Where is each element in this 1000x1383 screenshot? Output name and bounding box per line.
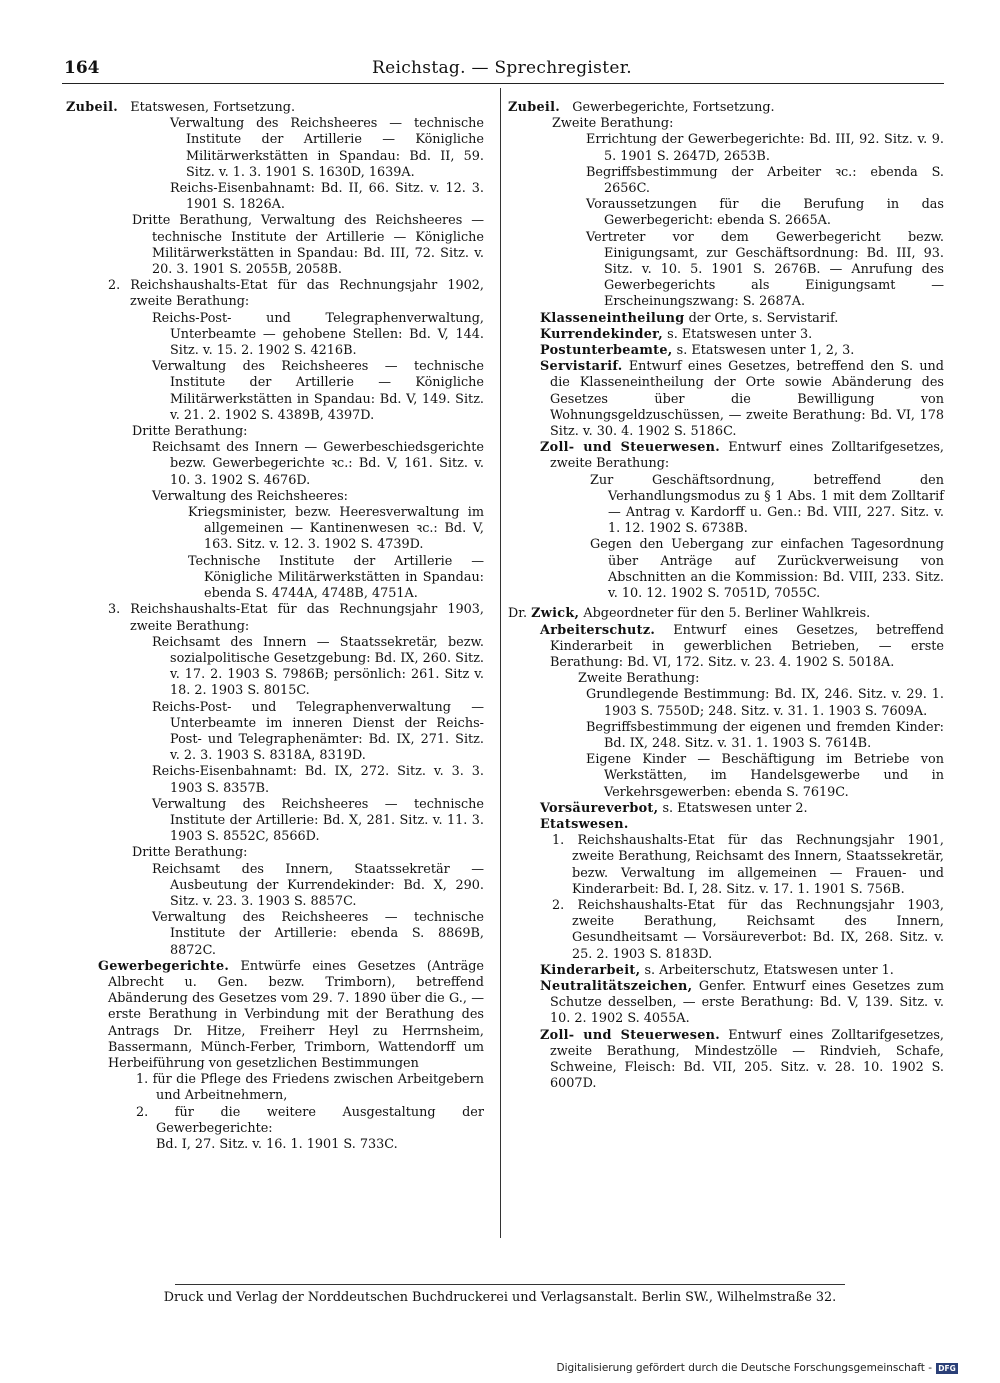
index-entry: Reichsamt des Innern, Staatssekretär — Ausbeutung der Kurrendekinder: Bd. X, 290. Sitz. v. 23. 3. 1903 S. 8857C. — [152, 861, 484, 909]
index-entry: Grundlegende Bestimmung: Bd. IX, 246. Sitz. v. 29. 1. 1903 S. 7550D; 248. Sitz. v. 31. 1. 1903 S. 7609A. — [586, 687, 944, 719]
keyword-entry-text: Entwurf eines Gesetzes, betreffend Kinderarbeit in gewerblichen Betrieben, — erste Berathung: Bd. VI, 172. Sitz. v. 23. 4. 1902 S. 5018A. — [550, 622, 944, 670]
keyword-entry — [66, 959, 484, 1072]
right-column — [508, 100, 944, 1092]
keyword: Zoll- und Steuerwesen. — [540, 440, 721, 456]
keyword: Etatswesen. — [540, 816, 629, 832]
index-entry: Reichs-Post- und Telegraphenverwaltung — Unterbeamte im inneren Dienst der Reichs-Post- und Telegraphenämter: Bd. IX, 271. Sitz. v. 2. 3. 1903 S. 8318A, 8319D. — [152, 699, 484, 764]
keyword: Arbeiterschutz. — [540, 622, 656, 638]
index-entry: 1. für die Pflege des Friedens zwischen Arbeitgebern und Arbeitnehmern, — [136, 1072, 484, 1104]
index-entry: Zweite Berathung: — [578, 671, 700, 687]
keyword-entry — [508, 311, 944, 327]
index-entry: Begriffsbestimmung der Arbeiter ꝛc.: ebenda S. 2656C. — [586, 164, 944, 197]
speaker-name: Zubeil. — [66, 100, 119, 115]
index-entry: 1. Reichshaushalts-Etat für das Rechnungsjahr 1901, zweite Berathung, Reichsamt des Innern, Staatssekretär, bezw. Verwaltung im allgemeinen — Frauen- und Kinderarbeit: Bd. I, 28. Sitz. v. 17. 1. 1901 S. 756B. — [552, 833, 944, 897]
entry-heading-text: Abgeordneter für den 5. Berliner Wahlkreis. — [583, 606, 871, 622]
index-entry: Voraussetzungen für die Berufung in das Gewerbegericht: ebenda S. 2665A. — [586, 197, 944, 229]
keyword: Neutralitätszeichen, — [540, 978, 693, 994]
entry-heading — [66, 100, 484, 116]
keyword: Zoll- und Steuerwesen. — [540, 1027, 721, 1043]
header-rule — [62, 83, 944, 84]
index-entry: Verwaltung des Reichsheeres: — [152, 488, 348, 504]
digitization-credit — [556, 1362, 958, 1374]
keyword-entry — [508, 440, 944, 472]
keyword-entry-text: Entwurf eines Zolltarifgesetzes, zweite Berathung, Mindestzölle — Rindvieh, Schafe, Schweine, Fleisch: Bd. VII, 205. Sitz. v. 28. 10. 1902 S. 6007D. — [550, 1027, 944, 1092]
page-header — [62, 58, 942, 80]
index-entry: Begriffsbestimmung der eigenen und fremden Kinder: Bd. IX, 248. Sitz. v. 31. 1. 1903 S. 7614B. — [586, 719, 944, 751]
index-entry: Dritte Berathung: — [132, 845, 248, 861]
index-entry: Bd. I, 27. Sitz. v. 16. 1. 1901 S. 733C. — [156, 1137, 398, 1152]
keyword-entry-text: s. Etatswesen unter 1, 2, 3. — [676, 343, 855, 359]
index-entry: Reichsamt des Innern — Staatssekretär, bezw. sozialpolitische Gesetzgebung: Bd. IX, 260. Sitz. v. 17. 2. 1903 S. 7986B; persönlich: 261. Sitz v. 18. 2. 1903 S. 8015C. — [152, 634, 484, 699]
running-head: Reichstag. — Sprechregister. — [372, 58, 632, 78]
index-entry: Kriegsminister, bezw. Heeresverwaltung im allgemeinen — Kantinenwesen ꝛc.: Bd. V, 163. Sitz. v. 12. 3. 1902 S. 4739D. — [188, 505, 484, 553]
index-entry: Dritte Berathung: — [132, 424, 248, 440]
index-entry: Gegen den Uebergang zur einfachen Tagesordnung über Anträge auf Zurückverweisung von Abschnitten an die Kommission: Bd. VIII, 233. Sitz. v. 10. 12. 1902 S. 7051D, 7055C. — [590, 537, 944, 602]
dfg-logo-icon: DFG — [936, 1363, 958, 1374]
keyword-entry — [508, 327, 944, 343]
index-entry: Zweite Berathung: — [552, 116, 674, 132]
left-column — [66, 100, 484, 1153]
speaker-name: Zubeil. — [508, 100, 561, 115]
index-entry: Reichs-Eisenbahnamt: Bd. II, 66. Sitz. v. 12. 3. 1901 S. 1826A. — [170, 181, 484, 213]
keyword-entry — [508, 979, 944, 1028]
index-entry: Reichs-Post- und Telegraphenverwaltung, Unterbeamte — gehobene Stellen: Bd. V, 144. Sitz. v. 15. 2. 1902 S. 4216B. — [152, 310, 484, 359]
keyword-entry — [508, 359, 944, 440]
index-entry: Eigene Kinder — Beschäftigung im Betriebe von Werkstätten, im Handelsgewerbe und in Verkehrsgewerben: ebenda S. 7619C. — [586, 752, 944, 800]
index-entry: Technische Institute der Artillerie — Königliche Militärwerkstätten in Spandau: ebenda S. 4744A, 4748B, 4751A. — [188, 553, 484, 602]
keyword-entry-text: Entwürfe eines Gesetzes (Anträge Albrecht u. Gen. bezw. Trimborn), betreffend Abänderung des Gesetzes vom 29. 7. 1890 über die G., — erste Berathung in Verbindung mit der Berathung des Antrags Dr. Hitze, Freiherr Heyl zu Herrnsheim, Bassermann, Münch-Ferber, Trimborn, Wattendorff um Herbeiführung von gesetzlichen Bestimmungen — [108, 958, 484, 1071]
keyword: Klasseneintheilung — [540, 310, 685, 326]
index-entry: 2. Reichshaushalts-Etat für das Rechnungsjahr 1902, zweite Berathung: — [108, 278, 484, 310]
footer-rule — [175, 1284, 845, 1285]
keyword-entry-text: Entwurf eines Gesetzes, betreffend den S. und die Klasseneintheilung der Orte sowie Abänderung des Gesetzes über die Bewilligung von Wohnungsgeldzuschüssen, — zweite Berathung: Bd. VI, 178 Sitz. v. 30. 4. 1902 S. 5186C. — [550, 359, 944, 440]
speaker-name: Zwick, — [531, 606, 580, 622]
entry-heading-text: Gewerbegerichte, Fortsetzung. — [572, 100, 775, 115]
keyword-entry-text: Entwurf eines Zolltarifgesetzes, zweite Berathung: — [550, 440, 944, 472]
keyword: Servistarif. — [540, 359, 623, 375]
index-entry: Verwaltung des Reichsheeres — technische Institute der Artillerie — Königliche Militärwerkstätten in Spandau: Bd. V, 149. Sitz. v. 21. 2. 1902 S. 4389B, 4397D. — [152, 359, 484, 423]
entry-heading — [508, 606, 944, 622]
keyword-entry-text: s. Etatswesen unter 3. — [667, 326, 813, 342]
keyword: Kurrendekinder, — [540, 326, 664, 342]
digitization-text: Digitalisierung gefördert durch die Deutsche Forschungsgemeinschaft - — [556, 1362, 932, 1374]
index-entry: 2. Reichshaushalts-Etat für das Rechnungsjahr 1903, zweite Berathung, Reichsamt des Innern, Gesundheitsamt — Vorsäureverbot: Bd. IX, 268. Sitz. v. 25. 2. 1903 S. 8183D. — [552, 897, 944, 962]
index-entry: Dritte Berathung, Verwaltung des Reichsheeres — technische Institute der Artillerie — Königliche Militärwerkstätten in Spandau: Bd. III, 72. Sitz. v. 20. 3. 1901 S. 2055B, 2058B. — [132, 213, 484, 278]
index-entry: Errichtung der Gewerbegerichte: Bd. III, 92. Sitz. v. 9. 5. 1901 S. 2647D, 2653B. — [586, 132, 944, 164]
keyword: Kinderarbeit, — [540, 962, 641, 978]
page-number: 164 — [64, 58, 100, 78]
keyword: Postunterbeamte, — [540, 343, 673, 359]
keyword-entry — [508, 801, 944, 817]
entry-heading — [508, 100, 944, 116]
index-entry: Reichs-Eisenbahnamt: Bd. IX, 272. Sitz. v. 3. 3. 1903 S. 8357B. — [152, 764, 484, 796]
speaker-title: Dr. — [508, 606, 528, 622]
index-entry: Verwaltung des Reichsheeres — technische Institute der Artillerie: ebenda S. 8869B, 8872C. — [152, 910, 484, 958]
keyword: Vorsäureverbot, — [540, 800, 659, 816]
keyword-entry — [508, 623, 944, 672]
keyword-entry — [508, 817, 944, 833]
keyword-entry — [508, 1028, 944, 1093]
keyword-entry-text: s. Etatswesen unter 2. — [662, 800, 808, 816]
index-entry: 2. für die weitere Ausgestaltung der Gewerbegerichte: — [136, 1104, 484, 1136]
index-entry: Vertreter vor dem Gewerbegericht bezw. Einigungsamt, zur Geschäftsordnung: Bd. III, 93. Sitz. v. 10. 5. 1901 S. 2676B. — Anrufung des Gewerbegerichts als Einigungsamt — Erscheinungszwang: S. 2687A. — [586, 229, 944, 310]
keyword-entry-text: Genfer. Entwurf eines Gesetzes zum Schutze desselben, — erste Berathung: Bd. V, 139. Sitz. v. 10. 2. 1902 S. 4055A. — [550, 978, 944, 1027]
keyword-entry — [508, 963, 944, 979]
entry-heading-text: Etatswesen, Fortsetzung. — [130, 100, 296, 115]
keyword-entry-text: s. Arbeiterschutz, Etatswesen unter 1. — [644, 962, 894, 978]
index-entry: Verwaltung des Reichsheeres — technische Institute der Artillerie — Königliche Militärwerkstätten in Spandau: Bd. II, 59. Sitz. v. 1. 3. 1901 S. 1630D, 1639A. — [170, 116, 484, 180]
imprint: Druck und Verlag der Norddeutschen Buchdruckerei und Verlagsanstalt. Berlin SW., Wilhelmstraße 32. — [163, 1290, 837, 1305]
index-entry: 3. Reichshaushalts-Etat für das Rechnungsjahr 1903, zweite Berathung: — [108, 602, 484, 634]
keyword: Gewerbegerichte. — [98, 958, 230, 974]
column-divider — [500, 88, 501, 1238]
index-entry: Zur Geschäftsordnung, betreffend den Verhandlungsmodus zu § 1 Abs. 1 mit dem Zolltarif — Antrag v. Kardorff u. Gen.: Bd. VIII, 227. Sitz. v. 1. 12. 1902 S. 6738B. — [590, 472, 944, 537]
index-entry: Reichsamt des Innern — Gewerbeschiedsgerichte bezw. Gewerbegerichte ꝛc.: Bd. V, 161. Sitz. v. 10. 3. 1902 S. 4676D. — [152, 440, 484, 488]
keyword-entry — [508, 343, 944, 359]
keyword-entry-text: der Orte, s. Servistarif. — [688, 310, 839, 326]
index-entry: Verwaltung des Reichsheeres — technische Institute der Artillerie: Bd. X, 281. Sitz. v. 11. 3. 1903 S. 8552C, 8566D. — [152, 796, 484, 845]
